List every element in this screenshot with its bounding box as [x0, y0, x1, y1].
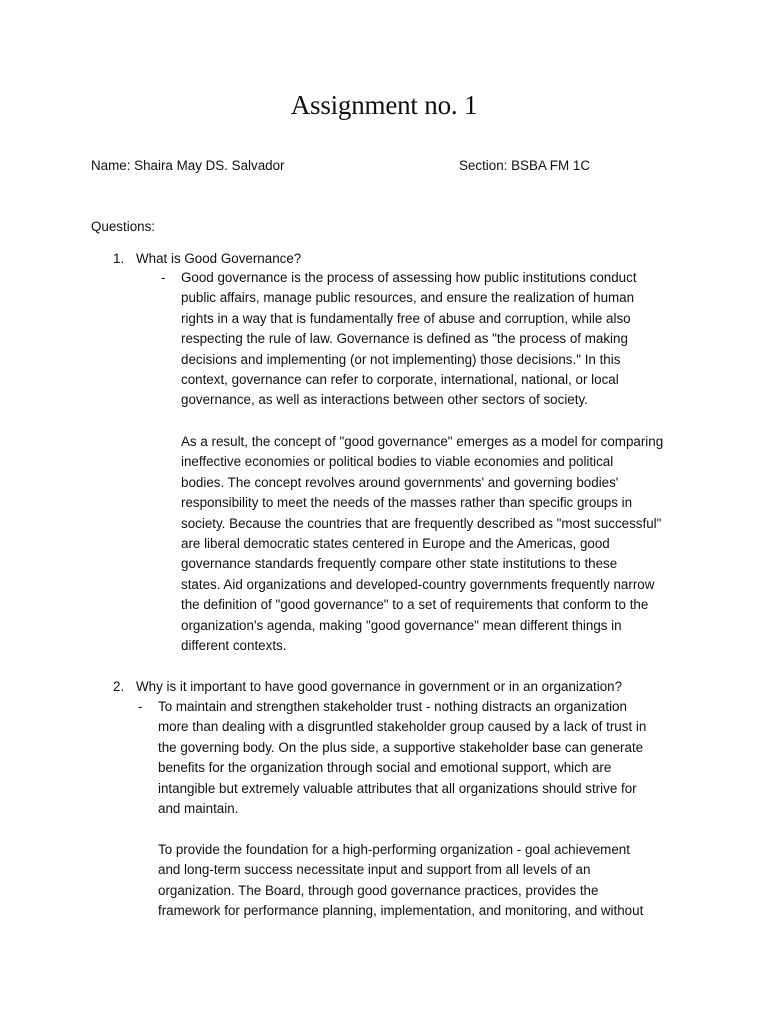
answer-bullet: -	[161, 270, 166, 285]
paragraph-line: intangible but extremely valuable attributes that all organizations should strive for	[158, 780, 637, 796]
question-number: 2.	[113, 679, 125, 694]
paragraph-line: public affairs, manage public resources, and ensure the realization of human	[181, 290, 635, 306]
question-text: What is Good Governance?	[136, 251, 302, 266]
document-title: Assignment no. 1	[290, 90, 478, 120]
paragraph-line: are liberal democratic states centered in Europe and the Americas, good	[181, 536, 610, 552]
student-section: Section: BSBA FM 1C	[459, 158, 590, 173]
paragraph-line: benefits for the organization through social and emotional support, which are	[158, 760, 612, 776]
paragraph-line: context, governance can refer to corporate, international, national, or local	[181, 372, 619, 388]
paragraph-line: governance, as well as interactions between other sectors of society.	[181, 392, 588, 408]
paragraph-line: As a result, the concept of "good governance" emerges as a model for comparing	[181, 434, 664, 449]
paragraph-line: Good governance is the process of assessing how public institutions conduct	[181, 270, 637, 285]
paragraph-line: and long-term success necessitate input and support from all levels of an	[158, 862, 591, 878]
answer-paragraph	[181, 432, 663, 656]
paragraph-line: To maintain and strengthen stakeholder trust - nothing distracts an organization	[158, 699, 627, 714]
paragraph-line: ineffective economies or political bodies to viable economies and political	[181, 454, 614, 470]
paragraph-line: states. Aid organizations and developed-country governments frequently narrow	[181, 576, 655, 592]
paragraph-line: bodies. The concept revolves around governments' and governing bodies'	[181, 474, 619, 490]
paragraph-line: rights in a way that is fundamentally free of abuse and corruption, while also	[181, 310, 631, 326]
questions-heading: Questions:	[91, 219, 156, 234]
answer-paragraph	[181, 268, 637, 411]
paragraph-line: decisions and implementing (or not implementing) those decisions." In this	[181, 351, 621, 367]
paragraph-line: the governing body. On the plus side, a supportive stakeholder base can generate	[158, 739, 644, 755]
paragraph-line: To provide the foundation for a high-performing organization - goal achievement	[158, 842, 630, 857]
student-name: Name: Shaira May DS. Salvador	[91, 158, 285, 173]
paragraph-line: organization's agenda, making "good governance" mean different things in	[181, 617, 622, 633]
paragraph-line: the definition of "good governance" to a set of requirements that conform to the	[181, 597, 649, 613]
question-text: Why is it important to have good governance in government or in an organization?	[136, 679, 623, 694]
answer-bullet: -	[138, 699, 143, 714]
paragraph-line: governance standards frequently compare other state institutions to these	[181, 556, 618, 572]
paragraph-line: respecting the rule of law. Governance is defined as "the process of making	[181, 331, 628, 347]
question-number: 1.	[113, 251, 125, 266]
answer-paragraph	[158, 697, 646, 819]
paragraph-line: more than dealing with a disgruntled stakeholder group caused by a lack of trust in	[158, 719, 647, 735]
paragraph-line: organization. The Board, through good governance practices, provides the	[158, 882, 599, 898]
paragraph-line: responsibility to meet the needs of the masses rather than specific groups in	[181, 495, 633, 511]
answer-paragraph	[158, 840, 643, 922]
paragraph-line: different contexts.	[181, 638, 287, 654]
paragraph-line: and maintain.	[158, 801, 239, 817]
paragraph-line: framework for performance planning, implementation, and monitoring, and without	[158, 903, 644, 919]
paragraph-line: society. Because the countries that are frequently described as "most successful"	[181, 515, 662, 531]
